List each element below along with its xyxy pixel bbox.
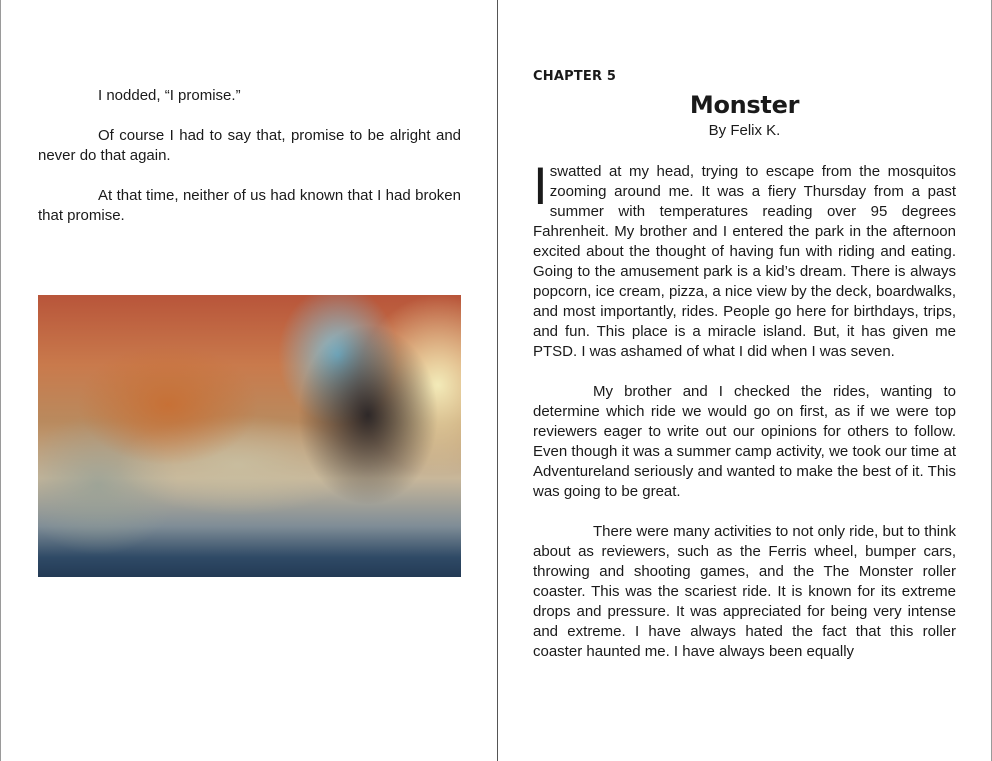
right-paragraph-2: My brother and I checked the rides, wanting to determine which ride we would go on first, as if we were top reviewers eager to write out our opinions for others to follow. Even though it was a summer camp activity, we took our time at Adventureland seriously and wanted to make the best of it. This was going to be great. xyxy=(533,383,956,500)
left-page xyxy=(38,86,461,246)
left-paragraph-2: Of course I had to say that, promise to be alright and never do that again. xyxy=(38,127,461,164)
page-gutter xyxy=(497,0,498,761)
left-paragraph-3: At that time, neither of us had known that I had broken that promise. xyxy=(38,187,461,224)
byline: By Felix K. xyxy=(708,122,781,139)
drop-cap: I xyxy=(533,158,548,216)
chapter-title: Monster xyxy=(689,91,800,119)
first-paragraph-text: swatted at my head, trying to escape from the mosquitos zooming around me. It was a fiery Thursday from a past summer with temperatures reading over 95 degrees Fahrenheit. My brother and I entered the park in the afternoon excited about the thought of having fun with riding and eating. Going to the amusement park is a kid’s dream. There is always popcorn, ice cream, pizza, a nice view by the deck, boardwalks, and most importantly, rides. People go here for birthdays, trips, and fun. This place is a miracle island. But, it has given me PTSD. I was ashamed of what I did when I was seven. xyxy=(533,163,956,360)
right-paragraph-3: There were many activities to not only ride, but to think about as reviewers, such as the Ferris wheel, bumper cars, throwing and shooting games, and the The Monster roller coaster. This was the scariest ride. It is known for its extreme drops and pressure. It was appreciated for being very intense and extreme. I have always hated the fact that this roller coaster haunted me. I have always been equally xyxy=(533,523,956,660)
chapter-label: CHAPTER 5 xyxy=(533,69,617,84)
right-page xyxy=(533,68,956,682)
blurred-amusement-park-photo xyxy=(38,295,461,577)
left-paragraph-1: I nodded, “I promise.” xyxy=(98,87,241,104)
first-paragraph xyxy=(533,158,956,362)
